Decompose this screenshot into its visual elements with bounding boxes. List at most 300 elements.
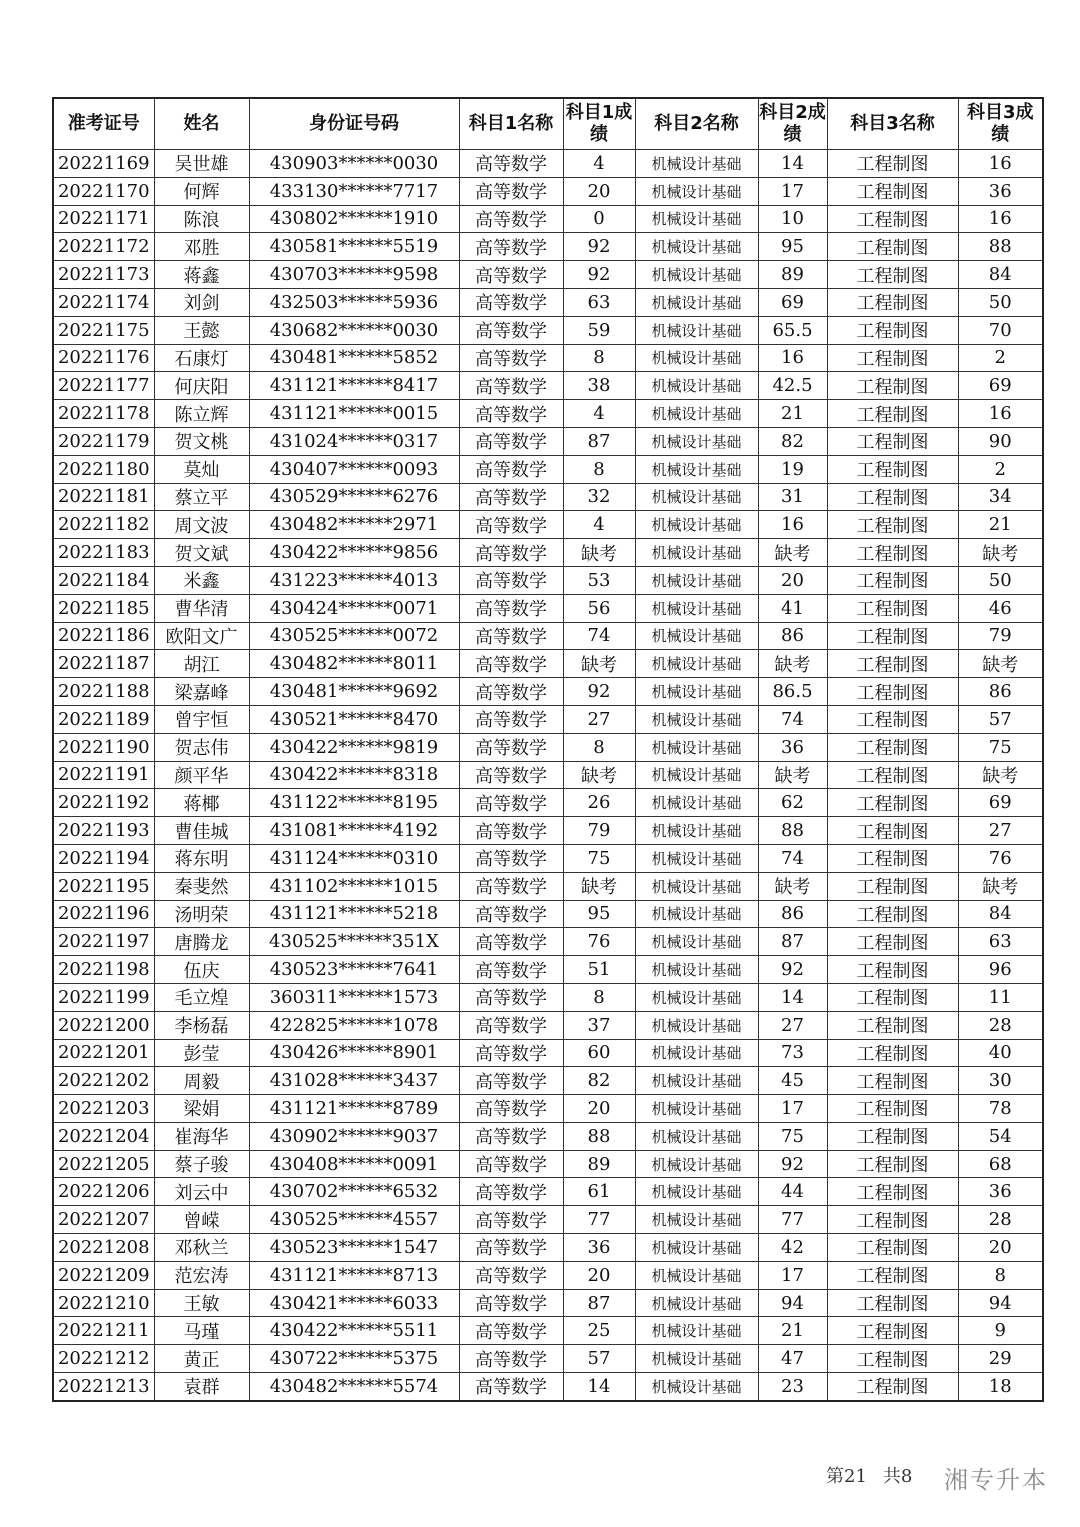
cell-id-number: 431223******4013: [249, 566, 459, 594]
cell-subject2-score: 73: [758, 1039, 827, 1067]
cell-id-number: 433130******7717: [249, 177, 459, 205]
table-row: [53, 817, 1043, 845]
cell-subject3-score: 28: [958, 1011, 1043, 1039]
header-subject3-name: 科目3名称: [827, 98, 958, 150]
cell-subject1-name: 高等数学: [459, 1317, 563, 1345]
cell-subject2-score: 21: [758, 400, 827, 428]
cell-subject1-name: 高等数学: [459, 733, 563, 761]
cell-subject3-name: 工程制图: [827, 1261, 958, 1289]
cell-subject1-score: 38: [563, 372, 635, 400]
table-row: [53, 1122, 1043, 1150]
cell-subject1-name: 高等数学: [459, 928, 563, 956]
cell-subject3-name: 工程制图: [827, 733, 958, 761]
cell-subject1-name: 高等数学: [459, 650, 563, 678]
cell-id-number: 430521******8470: [249, 705, 459, 733]
cell-name: 彭莹: [154, 1039, 249, 1067]
cell-subject1-score: 26: [563, 789, 635, 817]
score-table: [52, 97, 1044, 1402]
cell-subject1-name: 高等数学: [459, 1373, 563, 1401]
table-row: [53, 1067, 1043, 1095]
cell-exam-id: 20221169: [53, 150, 154, 178]
cell-subject3-score: 40: [958, 1039, 1043, 1067]
cell-name: 颜平华: [154, 761, 249, 789]
cell-subject2-score: 14: [758, 150, 827, 178]
cell-exam-id: 20221194: [53, 844, 154, 872]
cell-exam-id: 20221198: [53, 956, 154, 984]
cell-subject3-score: 57: [958, 705, 1043, 733]
cell-subject3-name: 工程制图: [827, 455, 958, 483]
cell-id-number: 430426******8901: [249, 1039, 459, 1067]
cell-subject1-score: 8: [563, 983, 635, 1011]
cell-subject2-name: 机械设计基础: [635, 344, 758, 372]
cell-subject2-score: 42.5: [758, 372, 827, 400]
cell-subject2-name: 机械设计基础: [635, 594, 758, 622]
cell-exam-id: 20221206: [53, 1178, 154, 1206]
cell-subject3-name: 工程制图: [827, 1234, 958, 1262]
cell-subject3-name: 工程制图: [827, 1150, 958, 1178]
cell-subject3-name: 工程制图: [827, 483, 958, 511]
cell-name: 贺文斌: [154, 539, 249, 567]
cell-subject2-name: 机械设计基础: [635, 427, 758, 455]
cell-subject2-name: 机械设计基础: [635, 539, 758, 567]
cell-subject3-name: 工程制图: [827, 761, 958, 789]
cell-id-number: 430424******0071: [249, 594, 459, 622]
cell-subject2-name: 机械设计基础: [635, 817, 758, 845]
cell-subject1-name: 高等数学: [459, 1345, 563, 1373]
cell-subject1-name: 高等数学: [459, 566, 563, 594]
cell-subject3-name: 工程制图: [827, 1206, 958, 1234]
cell-id-number: 431121******5218: [249, 900, 459, 928]
cell-subject2-name: 机械设计基础: [635, 483, 758, 511]
cell-subject2-score: 92: [758, 956, 827, 984]
cell-subject3-score: 缺考: [958, 761, 1043, 789]
cell-subject3-score: 75: [958, 733, 1043, 761]
cell-subject1-name: 高等数学: [459, 316, 563, 344]
cell-subject2-score: 19: [758, 455, 827, 483]
cell-subject2-score: 44: [758, 1178, 827, 1206]
cell-name: 何辉: [154, 177, 249, 205]
cell-id-number: 430421******6033: [249, 1289, 459, 1317]
cell-subject1-score: 88: [563, 1122, 635, 1150]
cell-subject1-name: 高等数学: [459, 705, 563, 733]
cell-subject2-score: 16: [758, 511, 827, 539]
cell-subject1-name: 高等数学: [459, 1095, 563, 1123]
cell-name: 陈浪: [154, 205, 249, 233]
cell-subject1-score: 95: [563, 900, 635, 928]
cell-subject2-score: 41: [758, 594, 827, 622]
cell-exam-id: 20221177: [53, 372, 154, 400]
cell-exam-id: 20221176: [53, 344, 154, 372]
cell-subject2-name: 机械设计基础: [635, 1261, 758, 1289]
cell-subject2-score: 94: [758, 1289, 827, 1317]
cell-name: 蔡立平: [154, 483, 249, 511]
cell-subject2-score: 86.5: [758, 678, 827, 706]
cell-subject2-score: 47: [758, 1345, 827, 1373]
header-subject1-name: 科目1名称: [459, 98, 563, 150]
cell-subject2-name: 机械设计基础: [635, 650, 758, 678]
cell-subject1-score: 61: [563, 1178, 635, 1206]
cell-subject1-name: 高等数学: [459, 261, 563, 289]
cell-subject2-name: 机械设计基础: [635, 733, 758, 761]
cell-subject1-name: 高等数学: [459, 539, 563, 567]
cell-subject1-score: 20: [563, 177, 635, 205]
cell-subject1-name: 高等数学: [459, 233, 563, 261]
cell-exam-id: 20221211: [53, 1317, 154, 1345]
table-row: [53, 622, 1043, 650]
cell-subject3-name: 工程制图: [827, 205, 958, 233]
cell-subject1-score: 32: [563, 483, 635, 511]
cell-id-number: 430523******7641: [249, 956, 459, 984]
header-id-number: 身份证号码: [249, 98, 459, 150]
table-row: [53, 1206, 1043, 1234]
cell-subject3-name: 工程制图: [827, 1039, 958, 1067]
cell-id-number: 430802******1910: [249, 205, 459, 233]
cell-name: 石康灯: [154, 344, 249, 372]
table-row: [53, 900, 1043, 928]
cell-subject2-name: 机械设计基础: [635, 233, 758, 261]
cell-subject1-name: 高等数学: [459, 844, 563, 872]
cell-subject1-name: 高等数学: [459, 1234, 563, 1262]
cell-subject1-score: 76: [563, 928, 635, 956]
cell-name: 周毅: [154, 1067, 249, 1095]
cell-subject3-score: 27: [958, 817, 1043, 845]
cell-subject3-name: 工程制图: [827, 956, 958, 984]
cell-subject3-name: 工程制图: [827, 594, 958, 622]
cell-id-number: 430408******0091: [249, 1150, 459, 1178]
cell-id-number: 430722******5375: [249, 1345, 459, 1373]
cell-subject1-score: 51: [563, 956, 635, 984]
cell-id-number: 431028******3437: [249, 1067, 459, 1095]
cell-subject3-name: 工程制图: [827, 1289, 958, 1317]
cell-id-number: 431122******8195: [249, 789, 459, 817]
page-total: 共8: [882, 1466, 913, 1487]
cell-id-number: 430682******0030: [249, 316, 459, 344]
table-row: [53, 539, 1043, 567]
cell-subject3-name: 工程制图: [827, 539, 958, 567]
cell-subject2-score: 82: [758, 427, 827, 455]
cell-name: 王敏: [154, 1289, 249, 1317]
cell-name: 吴世雄: [154, 150, 249, 178]
cell-subject3-name: 工程制图: [827, 817, 958, 845]
cell-subject1-name: 高等数学: [459, 1206, 563, 1234]
table-row: [53, 650, 1043, 678]
cell-subject2-name: 机械设计基础: [635, 622, 758, 650]
cell-name: 刘剑: [154, 288, 249, 316]
cell-subject1-name: 高等数学: [459, 400, 563, 428]
cell-subject2-score: 92: [758, 1150, 827, 1178]
table-row: [53, 455, 1043, 483]
cell-subject2-score: 31: [758, 483, 827, 511]
cell-subject1-name: 高等数学: [459, 1261, 563, 1289]
table-row: [53, 789, 1043, 817]
cell-exam-id: 20221178: [53, 400, 154, 428]
cell-name: 曹佳城: [154, 817, 249, 845]
cell-id-number: 360311******1573: [249, 983, 459, 1011]
cell-id-number: 422825******1078: [249, 1011, 459, 1039]
cell-subject1-name: 高等数学: [459, 511, 563, 539]
cell-subject1-score: 25: [563, 1317, 635, 1345]
cell-subject3-score: 21: [958, 511, 1043, 539]
cell-exam-id: 20221180: [53, 455, 154, 483]
table-row: [53, 344, 1043, 372]
cell-subject2-score: 36: [758, 733, 827, 761]
cell-subject2-name: 机械设计基础: [635, 1206, 758, 1234]
cell-name: 邓胜: [154, 233, 249, 261]
cell-subject2-score: 69: [758, 288, 827, 316]
cell-exam-id: 20221201: [53, 1039, 154, 1067]
cell-subject1-name: 高等数学: [459, 789, 563, 817]
cell-name: 周文波: [154, 511, 249, 539]
cell-subject3-score: 2: [958, 344, 1043, 372]
cell-subject3-name: 工程制图: [827, 928, 958, 956]
table-row: [53, 733, 1043, 761]
cell-id-number: 431024******0317: [249, 427, 459, 455]
cell-name: 陈立辉: [154, 400, 249, 428]
cell-subject3-name: 工程制图: [827, 1345, 958, 1373]
cell-subject1-score: 4: [563, 511, 635, 539]
cell-exam-id: 20221204: [53, 1122, 154, 1150]
cell-subject3-name: 工程制图: [827, 511, 958, 539]
cell-subject2-score: 缺考: [758, 539, 827, 567]
cell-subject3-score: 20: [958, 1234, 1043, 1262]
table-row: [53, 678, 1043, 706]
cell-subject1-name: 高等数学: [459, 817, 563, 845]
cell-name: 李杨磊: [154, 1011, 249, 1039]
cell-subject1-score: 79: [563, 817, 635, 845]
cell-subject3-score: 缺考: [958, 872, 1043, 900]
cell-id-number: 431124******0310: [249, 844, 459, 872]
cell-exam-id: 20221179: [53, 427, 154, 455]
cell-subject1-name: 高等数学: [459, 1122, 563, 1150]
cell-subject2-score: 88: [758, 817, 827, 845]
cell-name: 曹华清: [154, 594, 249, 622]
cell-subject2-name: 机械设计基础: [635, 1122, 758, 1150]
cell-name: 梁嘉峰: [154, 678, 249, 706]
cell-subject2-score: 42: [758, 1234, 827, 1262]
table-row: [53, 372, 1043, 400]
cell-subject2-name: 机械设计基础: [635, 1289, 758, 1317]
cell-subject1-name: 高等数学: [459, 455, 563, 483]
table-row: [53, 1011, 1043, 1039]
cell-subject3-score: 36: [958, 1178, 1043, 1206]
cell-subject1-score: 87: [563, 1289, 635, 1317]
cell-subject2-score: 10: [758, 205, 827, 233]
cell-subject2-score: 45: [758, 1067, 827, 1095]
cell-subject2-score: 87: [758, 928, 827, 956]
cell-subject1-score: 8: [563, 344, 635, 372]
table-row: [53, 594, 1043, 622]
cell-subject2-name: 机械设计基础: [635, 1373, 758, 1401]
cell-subject2-name: 机械设计基础: [635, 1011, 758, 1039]
header-subject3-score: 科目3成绩: [958, 98, 1043, 150]
cell-name: 莫灿: [154, 455, 249, 483]
cell-subject3-score: 78: [958, 1095, 1043, 1123]
cell-name: 曾宇恒: [154, 705, 249, 733]
cell-subject1-score: 缺考: [563, 650, 635, 678]
header-exam-id: 准考证号: [53, 98, 154, 150]
cell-subject1-score: 4: [563, 400, 635, 428]
cell-subject1-name: 高等数学: [459, 205, 563, 233]
cell-subject3-name: 工程制图: [827, 1011, 958, 1039]
cell-id-number: 430525******0072: [249, 622, 459, 650]
cell-exam-id: 20221192: [53, 789, 154, 817]
cell-name: 范宏涛: [154, 1261, 249, 1289]
cell-subject1-score: 74: [563, 622, 635, 650]
cell-exam-id: 20221200: [53, 1011, 154, 1039]
cell-subject1-score: 4: [563, 150, 635, 178]
table-row: [53, 177, 1043, 205]
cell-subject1-name: 高等数学: [459, 1067, 563, 1095]
table-row: [53, 1178, 1043, 1206]
cell-subject1-name: 高等数学: [459, 622, 563, 650]
cell-exam-id: 20221171: [53, 205, 154, 233]
cell-id-number: 430482******5574: [249, 1373, 459, 1401]
table-row: [53, 205, 1043, 233]
cell-subject2-name: 机械设计基础: [635, 1039, 758, 1067]
cell-subject2-score: 86: [758, 622, 827, 650]
cell-subject1-name: 高等数学: [459, 1039, 563, 1067]
cell-exam-id: 20221170: [53, 177, 154, 205]
cell-subject2-name: 机械设计基础: [635, 1095, 758, 1123]
cell-exam-id: 20221188: [53, 678, 154, 706]
cell-subject2-score: 17: [758, 1095, 827, 1123]
cell-subject3-score: 84: [958, 261, 1043, 289]
cell-exam-id: 20221181: [53, 483, 154, 511]
cell-name: 汤明荣: [154, 900, 249, 928]
cell-id-number: 431121******8713: [249, 1261, 459, 1289]
cell-subject3-name: 工程制图: [827, 1373, 958, 1401]
cell-exam-id: 20221191: [53, 761, 154, 789]
header-row: [53, 98, 1043, 150]
cell-subject1-score: 0: [563, 205, 635, 233]
cell-subject2-name: 机械设计基础: [635, 1234, 758, 1262]
cell-subject2-score: 95: [758, 233, 827, 261]
cell-subject3-name: 工程制图: [827, 1317, 958, 1345]
cell-id-number: 430529******6276: [249, 483, 459, 511]
cell-subject1-score: 82: [563, 1067, 635, 1095]
cell-id-number: 430703******9598: [249, 261, 459, 289]
table-row: [53, 427, 1043, 455]
cell-subject1-name: 高等数学: [459, 288, 563, 316]
cell-id-number: 430422******8318: [249, 761, 459, 789]
cell-subject3-name: 工程制图: [827, 316, 958, 344]
table-row: [53, 956, 1043, 984]
cell-id-number: 430407******0093: [249, 455, 459, 483]
cell-subject2-name: 机械设计基础: [635, 678, 758, 706]
cell-subject3-name: 工程制图: [827, 844, 958, 872]
cell-name: 欧阳文广: [154, 622, 249, 650]
cell-exam-id: 20221193: [53, 817, 154, 845]
cell-subject3-score: 16: [958, 400, 1043, 428]
cell-subject3-name: 工程制图: [827, 150, 958, 178]
cell-name: 米鑫: [154, 566, 249, 594]
table-row: [53, 483, 1043, 511]
cell-subject2-score: 75: [758, 1122, 827, 1150]
cell-subject1-score: 8: [563, 455, 635, 483]
table-row: [53, 705, 1043, 733]
cell-subject2-name: 机械设计基础: [635, 511, 758, 539]
cell-subject3-name: 工程制图: [827, 900, 958, 928]
cell-subject2-score: 23: [758, 1373, 827, 1401]
cell-name: 袁群: [154, 1373, 249, 1401]
cell-subject3-score: 18: [958, 1373, 1043, 1401]
cell-exam-id: 20221190: [53, 733, 154, 761]
cell-exam-id: 20221189: [53, 705, 154, 733]
cell-id-number: 431121******8417: [249, 372, 459, 400]
table-row: [53, 872, 1043, 900]
cell-exam-id: 20221209: [53, 1261, 154, 1289]
cell-subject2-score: 86: [758, 900, 827, 928]
cell-subject2-score: 27: [758, 1011, 827, 1039]
table-row: [53, 1261, 1043, 1289]
cell-subject1-score: 92: [563, 678, 635, 706]
cell-subject3-name: 工程制图: [827, 1095, 958, 1123]
cell-subject1-name: 高等数学: [459, 900, 563, 928]
cell-subject1-score: 57: [563, 1345, 635, 1373]
table-row: [53, 1373, 1043, 1401]
page-footer: [826, 1462, 928, 1488]
table-row: [53, 844, 1043, 872]
cell-name: 崔海华: [154, 1122, 249, 1150]
cell-exam-id: 20221173: [53, 261, 154, 289]
cell-subject3-score: 96: [958, 956, 1043, 984]
cell-subject2-name: 机械设计基础: [635, 956, 758, 984]
cell-id-number: 430422******9819: [249, 733, 459, 761]
cell-exam-id: 20221213: [53, 1373, 154, 1401]
cell-exam-id: 20221184: [53, 566, 154, 594]
cell-subject3-score: 缺考: [958, 539, 1043, 567]
cell-name: 邓秋兰: [154, 1234, 249, 1262]
cell-subject3-name: 工程制图: [827, 872, 958, 900]
cell-subject3-name: 工程制图: [827, 261, 958, 289]
cell-subject3-score: 70: [958, 316, 1043, 344]
cell-exam-id: 20221197: [53, 928, 154, 956]
cell-subject3-score: 50: [958, 288, 1043, 316]
cell-subject3-score: 34: [958, 483, 1043, 511]
cell-subject1-score: 缺考: [563, 872, 635, 900]
cell-subject3-name: 工程制图: [827, 400, 958, 428]
cell-subject3-score: 84: [958, 900, 1043, 928]
cell-exam-id: 20221207: [53, 1206, 154, 1234]
cell-subject3-score: 76: [958, 844, 1043, 872]
cell-exam-id: 20221195: [53, 872, 154, 900]
cell-exam-id: 20221172: [53, 233, 154, 261]
cell-exam-id: 20221185: [53, 594, 154, 622]
table-row: [53, 1289, 1043, 1317]
cell-subject1-score: 77: [563, 1206, 635, 1234]
cell-subject3-score: 16: [958, 205, 1043, 233]
cell-subject3-name: 工程制图: [827, 1067, 958, 1095]
cell-subject2-name: 机械设计基础: [635, 177, 758, 205]
cell-subject2-name: 机械设计基础: [635, 288, 758, 316]
cell-id-number: 431121******8789: [249, 1095, 459, 1123]
cell-subject2-name: 机械设计基础: [635, 900, 758, 928]
cell-subject3-name: 工程制图: [827, 1178, 958, 1206]
cell-subject3-name: 工程制图: [827, 288, 958, 316]
cell-id-number: 430481******9692: [249, 678, 459, 706]
cell-exam-id: 20221196: [53, 900, 154, 928]
cell-subject3-name: 工程制图: [827, 372, 958, 400]
cell-id-number: 431102******1015: [249, 872, 459, 900]
cell-name: 梁娟: [154, 1095, 249, 1123]
cell-id-number: 431121******0015: [249, 400, 459, 428]
cell-id-number: 430482******2971: [249, 511, 459, 539]
cell-subject1-name: 高等数学: [459, 594, 563, 622]
cell-exam-id: 20221187: [53, 650, 154, 678]
cell-subject3-score: 29: [958, 1345, 1043, 1373]
cell-subject1-score: 27: [563, 705, 635, 733]
cell-subject3-name: 工程制图: [827, 177, 958, 205]
